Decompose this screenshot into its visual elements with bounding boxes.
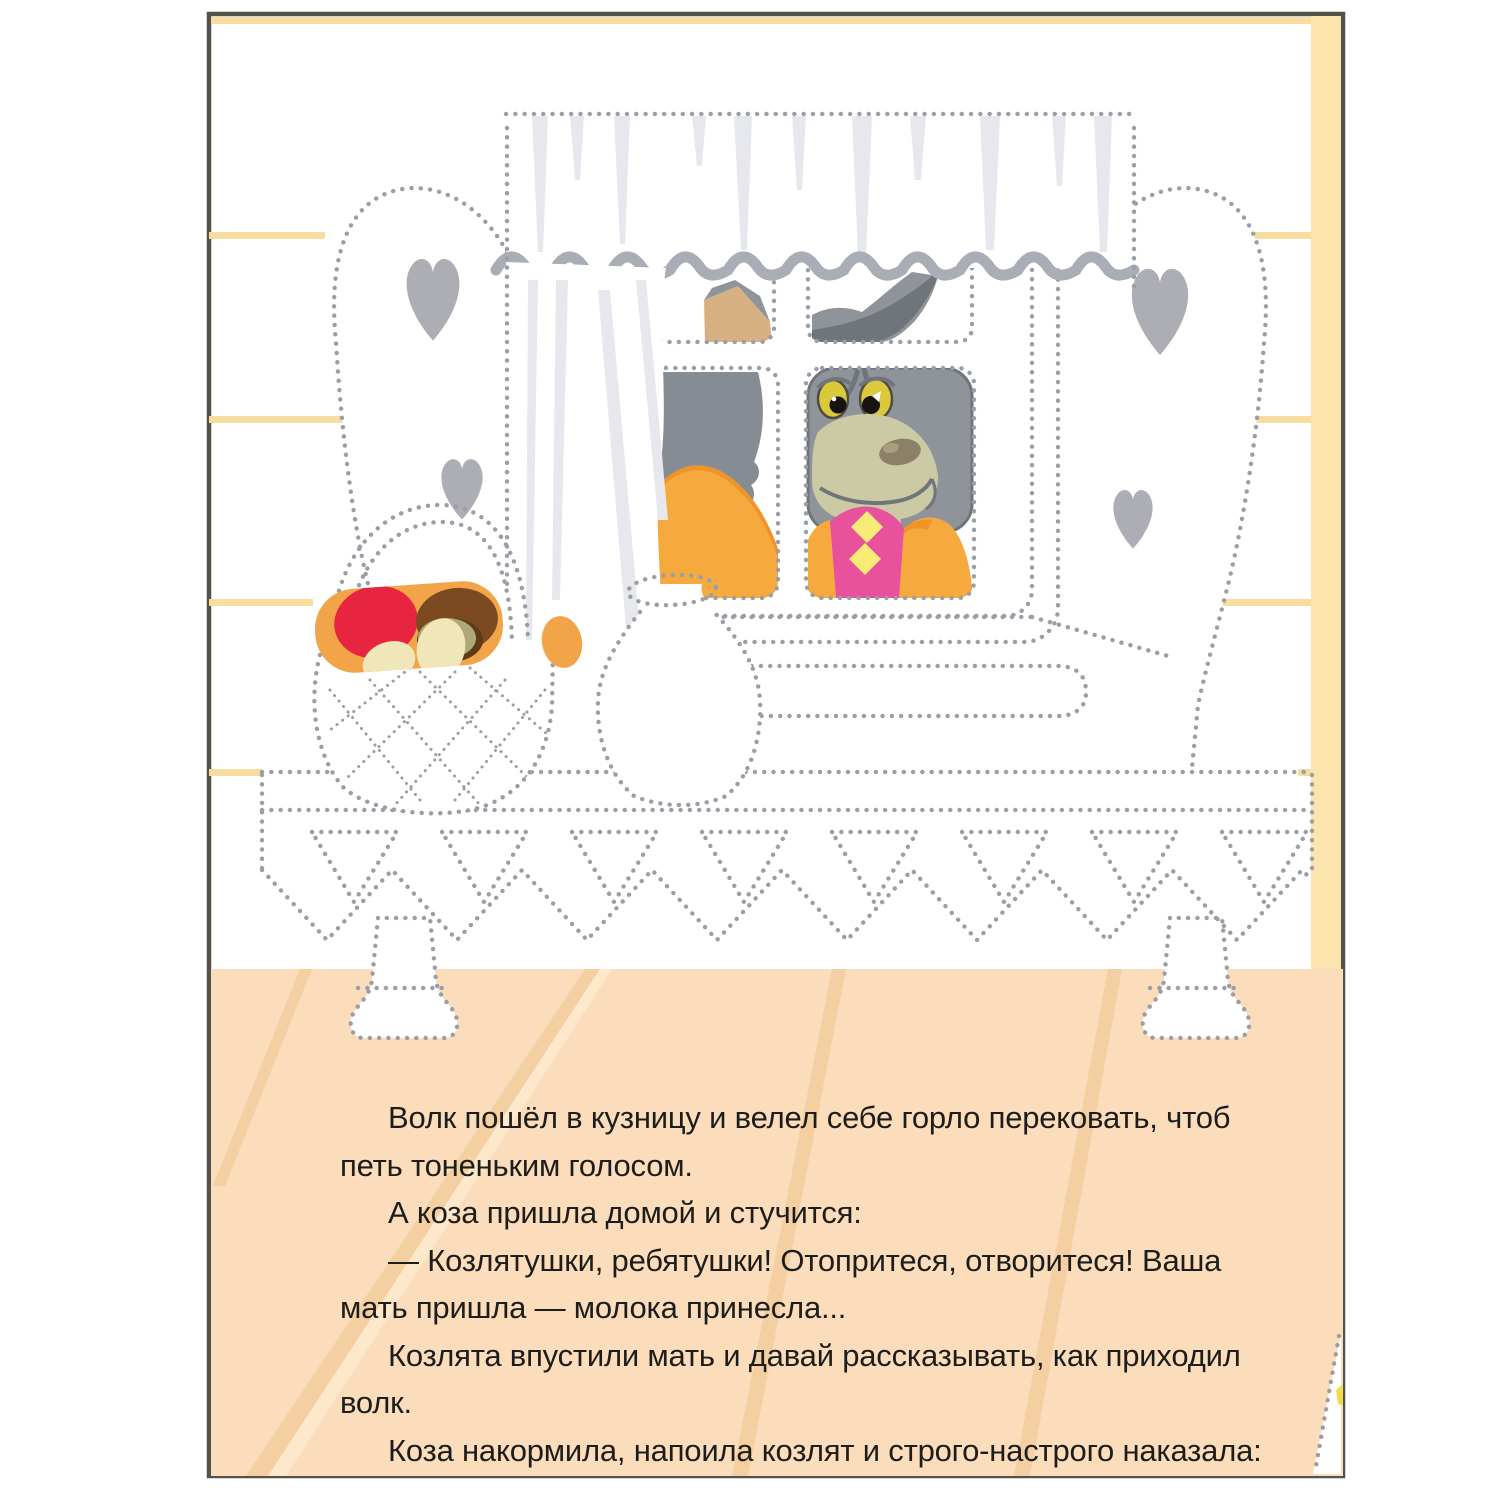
story-line: Коза накормила, напоила козлят и строго-настрого наказала: <box>388 1432 1262 1468</box>
story-line: — Козлятушки, ребятушки! Отопритеся, отворитеся! Ваша <box>388 1242 1222 1278</box>
story-text <box>340 1094 1262 1474</box>
story-line: Волк пошёл в кузницу и велел себе горло перековать, чтоб <box>388 1100 1231 1135</box>
story-line: Козлята впустили мать и давай рассказывать, как приходил <box>388 1337 1241 1373</box>
story-line: А коза пришла домой и стучится: <box>388 1195 862 1230</box>
wolf-face <box>808 368 972 598</box>
story-line: мать пришла — молока принесла... <box>340 1290 847 1325</box>
story-line: волк. <box>340 1385 412 1420</box>
wall-plank-line <box>211 17 1311 24</box>
story-line: петь тоненьким голосом. <box>340 1147 693 1183</box>
